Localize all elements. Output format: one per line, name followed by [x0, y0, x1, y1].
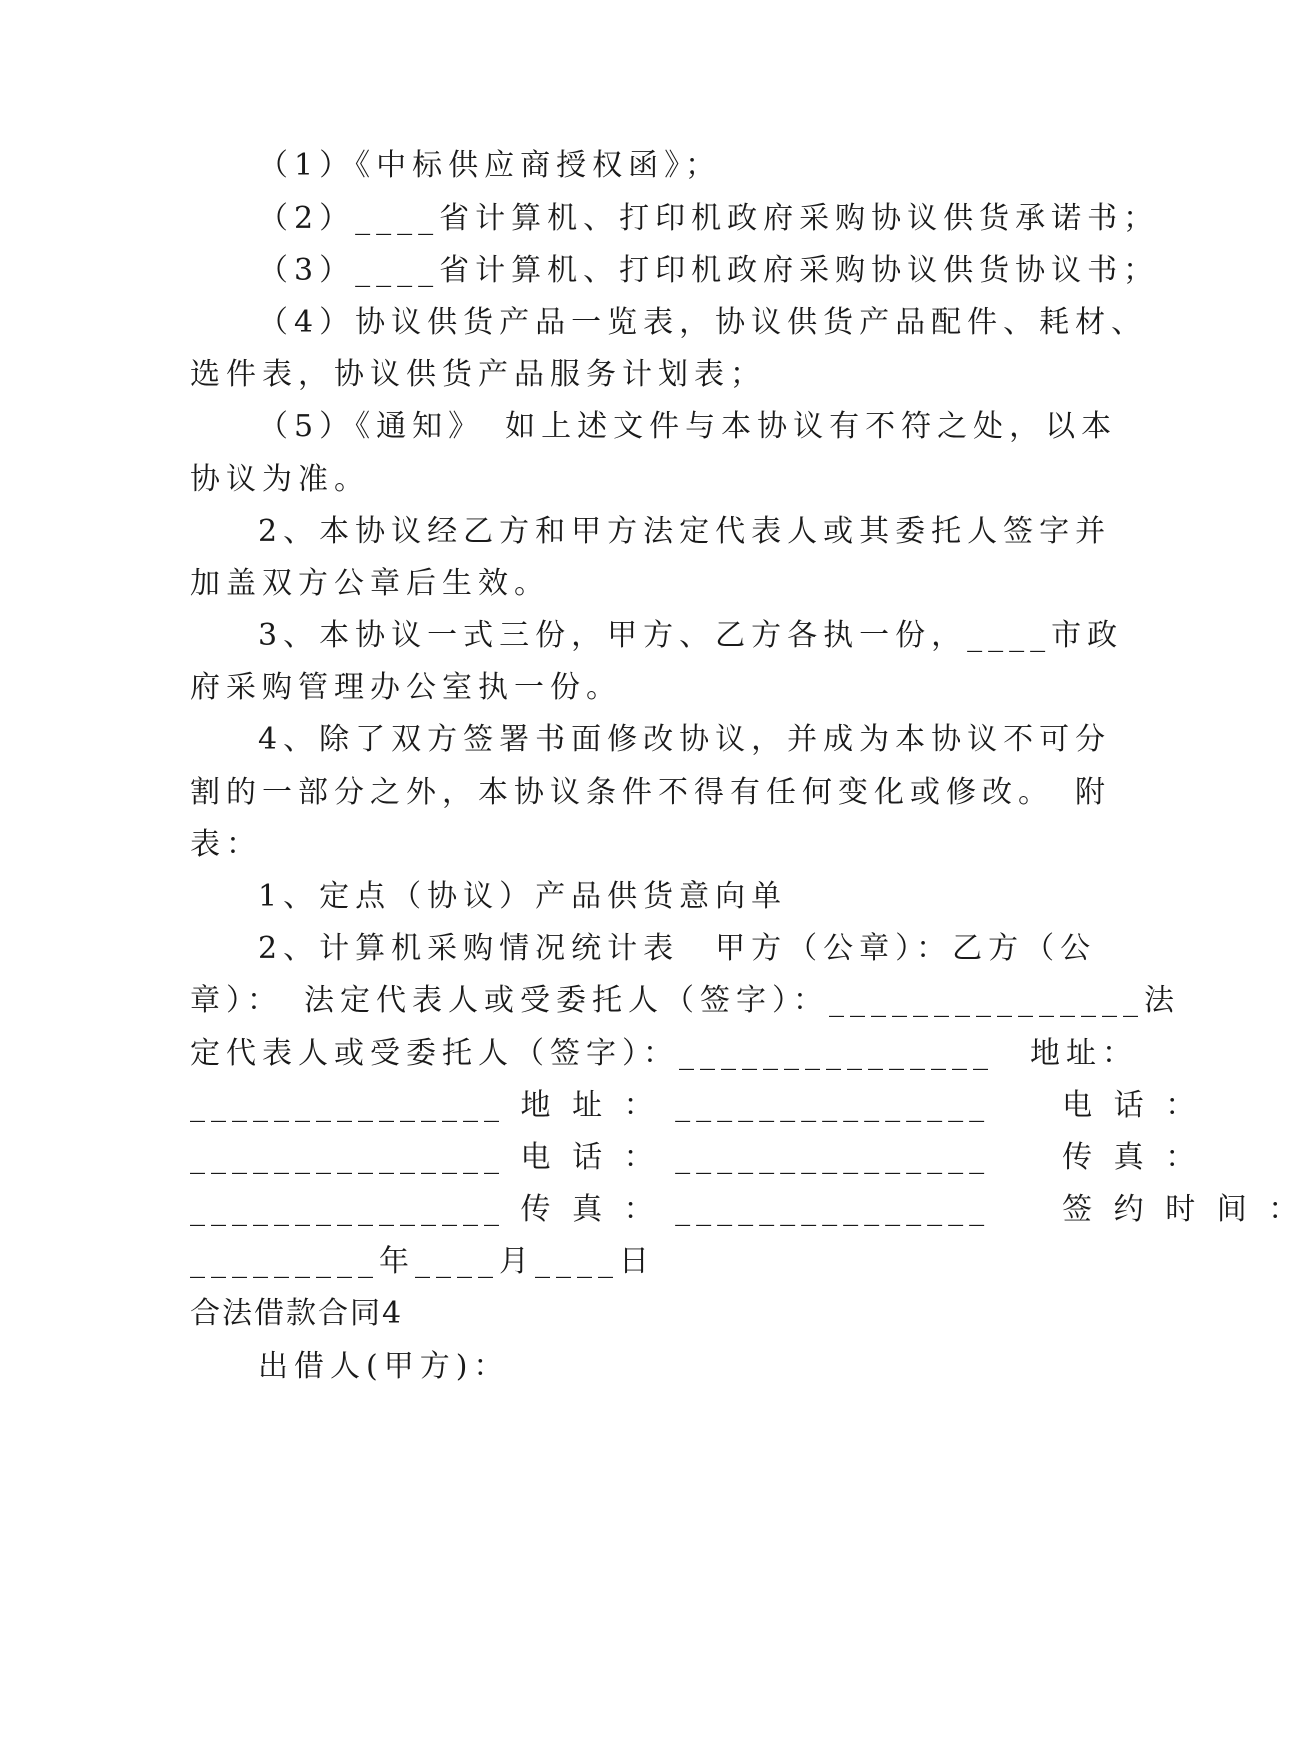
list-item-4: （4）协议供货产品一览表，协议供货产品配件、耗材、: [258, 305, 1148, 340]
attachment-item-1: 1、定点（协议）产品供货意向单: [258, 879, 788, 914]
date-line: _________年____月____日: [190, 1244, 655, 1279]
signature-line-5: _______________ 传 真 ： _______________ 签 约 时 间 ：: [190, 1192, 1304, 1227]
clause-4-cont: 割的一部分之外，本协议条件不得有任何变化或修改。 附: [190, 775, 1111, 810]
clause-3: 3、本协议一式三份，甲方、乙方各执一份，____市政: [258, 618, 1124, 653]
list-item-4-cont: 选件表，协议供货产品服务计划表；: [190, 357, 766, 392]
attachment-label: 表：: [190, 827, 262, 862]
list-item-3: （3）____省计算机、打印机政府采购协议供货协议书；: [258, 253, 1160, 288]
list-item-1: （1）《中标供应商授权函》；: [258, 148, 722, 183]
signature-line-2: 定代表人或受委托人（签字）：_______________ 地址：: [190, 1036, 1138, 1071]
clause-4: 4、除了双方签署书面修改协议，并成为本协议不可分: [258, 722, 1112, 757]
signature-line-3: _______________ 地 址 ： _______________ 电 话 ：: [190, 1088, 1202, 1123]
section-title: 合法借款合同4: [190, 1296, 404, 1331]
list-item-5: （5）《通知》 如上述文件与本协议有不符之处，以本: [258, 409, 1118, 444]
clause-2-cont: 加盖双方公章后生效。: [190, 566, 550, 601]
clause-2: 2、本协议经乙方和甲方法定代表人或其委托人签字并: [258, 514, 1112, 549]
lender-line: 出借人(甲方)：: [258, 1349, 510, 1384]
clause-3-cont: 府采购管理办公室执一份。: [190, 670, 622, 705]
signature-line-4: _______________ 电 话 ： _______________ 传 真 ：: [190, 1140, 1202, 1175]
attachment-item-2: 2、计算机采购情况统计表 甲方（公章）：乙方（公: [258, 931, 1097, 966]
list-item-5-cont: 协议为准。: [190, 462, 370, 497]
list-item-2: （2）____省计算机、打印机政府采购协议供货承诺书；: [258, 201, 1160, 236]
signature-line-1: 章）： 法定代表人或受委托人（签字）：_______________法: [190, 983, 1180, 1018]
